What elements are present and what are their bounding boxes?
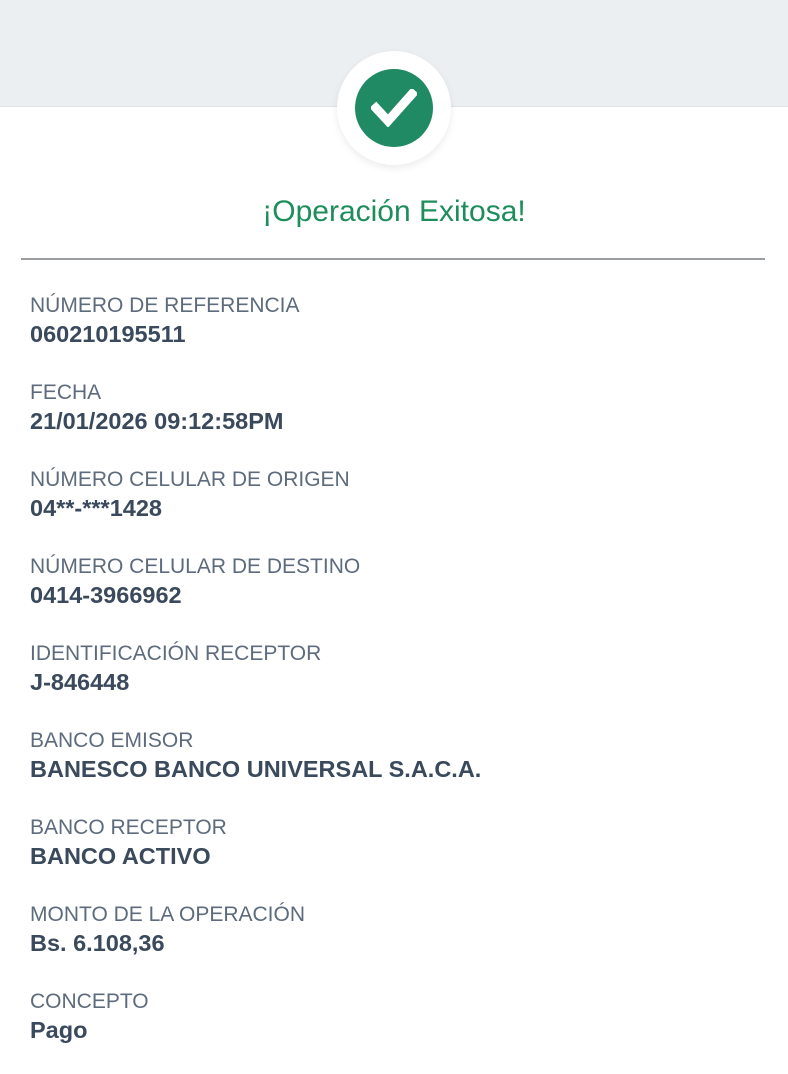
detail-value: 04**-***1428 (30, 495, 162, 521)
detail-value: BANESCO BANCO UNIVERSAL S.A.C.A. (30, 756, 482, 782)
detail-value: 0414-3966962 (30, 582, 182, 608)
detail-row (30, 553, 764, 611)
success-circle (355, 69, 433, 147)
detail-row (30, 901, 764, 959)
detail-label: NÚMERO CELULAR DE ORIGEN (30, 468, 350, 491)
check-icon (371, 89, 417, 127)
detail-row (30, 640, 764, 698)
detail-row (30, 988, 764, 1046)
detail-label: MONTO DE LA OPERACIÓN (30, 903, 305, 926)
detail-value: Pago (30, 1017, 88, 1043)
detail-row (30, 814, 764, 872)
detail-row (30, 466, 764, 524)
detail-label: BANCO EMISOR (30, 729, 194, 752)
detail-value: 21/01/2026 09:12:58PM (30, 408, 284, 434)
success-badge (337, 51, 451, 165)
detail-row (30, 379, 764, 437)
detail-value: J-846448 (30, 669, 130, 695)
detail-label: IDENTIFICACIÓN RECEPTOR (30, 642, 322, 665)
details-list (0, 292, 788, 1046)
detail-label: CONCEPTO (30, 990, 149, 1013)
detail-value: BANCO ACTIVO (30, 843, 211, 869)
detail-label: NÚMERO CELULAR DE DESTINO (30, 555, 361, 578)
divider (21, 258, 765, 260)
detail-value: Bs. 6.108,36 (30, 930, 165, 956)
page-title: ¡Operación Exitosa! (262, 195, 526, 228)
detail-row (30, 727, 764, 785)
detail-label: BANCO RECEPTOR (30, 816, 227, 839)
detail-value: 060210195511 (30, 321, 186, 347)
detail-label: FECHA (30, 381, 102, 404)
detail-label: NÚMERO DE REFERENCIA (30, 294, 300, 317)
detail-row (30, 292, 764, 350)
top-band (0, 0, 788, 107)
